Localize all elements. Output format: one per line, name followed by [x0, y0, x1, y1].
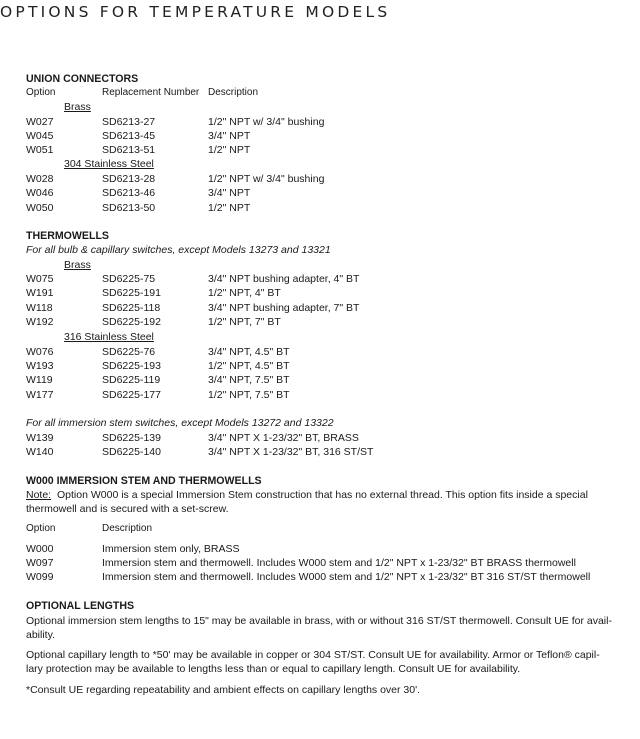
replacement-number: SD6225-119 [102, 374, 161, 386]
replacement-number: SD6213-50 [102, 202, 156, 214]
option-code: W191 [26, 287, 54, 299]
description: 1/2" NPT [208, 202, 251, 214]
description: 1/2" NPT, 7" BT [208, 316, 281, 328]
union-steel-label: 304 Stainless Steel [64, 158, 154, 170]
union-connectors-heading: UNION CONNECTORS [26, 73, 139, 85]
replacement-number: SD6213-45 [102, 130, 156, 142]
description: 1/2" NPT w/ 3/4" bushing [208, 173, 325, 185]
description: 3/4" NPT [208, 130, 251, 142]
col-option: Option [26, 523, 56, 534]
description: Immersion stem only, BRASS [102, 543, 240, 555]
paragraph-text: lary protection may be available to lengths less than or equal to capillary length. Consult UE for availability. [26, 663, 521, 675]
paragraph-text: Optional immersion stem lengths to 15" may be available in brass, with or without 316 ST/ST thermowell. Consult UE for avail- [26, 615, 612, 627]
option-code: W118 [26, 302, 53, 314]
replacement-number: SD6225-118 [102, 302, 161, 314]
replacement-number: SD6225-193 [102, 360, 161, 372]
description: 1/2" NPT, 4.5" BT [208, 360, 290, 372]
option-code: W177 [26, 389, 54, 401]
thermowells-immersion-note: For all immersion stem switches, except Models 13272 and 13322 [26, 417, 334, 429]
description: 1/2" NPT, 7.5" BT [208, 389, 290, 401]
option-code: W193 [26, 360, 54, 372]
description: 3/4" NPT X 1-23/32" BT, 316 ST/ST [208, 446, 374, 458]
col-replacement: Replacement Number [102, 87, 200, 98]
thermowells-heading: THERMOWELLS [26, 230, 109, 242]
replacement-number: SD6225-139 [102, 432, 161, 444]
thermowells-bulb-note: For all bulb & capillary switches, except Models 13273 and 13321 [26, 244, 331, 256]
replacement-number: SD6225-75 [102, 273, 156, 285]
w000-heading: W000 IMMERSION STEM AND THERMOWELLS [26, 475, 262, 487]
paragraph-text: Optional capillary length to *50' may be available in copper or 304 ST/ST. Consult UE for availability. Armor or Teflon® capil- [26, 649, 600, 661]
paragraph-text: *Consult UE regarding repeatability and ambient effects on capillary lengths over 30'. [26, 684, 421, 696]
option-code: W045 [26, 130, 54, 142]
col-description: Description [208, 87, 259, 98]
option-code: W076 [26, 346, 54, 358]
replacement-number: SD6213-28 [102, 173, 156, 185]
replacement-number: SD6225-177 [102, 389, 161, 401]
replacement-number: SD6213-27 [102, 116, 156, 128]
description: Immersion stem and thermowell. Includes W000 stem and 1/2" NPT x 1-23/32" BT BRASS thermowell [102, 557, 576, 569]
option-code: W050 [26, 202, 54, 214]
thermowells-brass-label: Brass [64, 259, 91, 271]
union-brass-label: Brass [64, 101, 91, 113]
note-text: Option W000 is a special Immersion Stem construction that has no external thread. This option fits inside a special [57, 489, 588, 501]
option-code: W027 [26, 116, 54, 128]
option-code: W139 [26, 432, 54, 444]
description: 3/4" NPT bushing adapter, 4" BT [208, 273, 360, 285]
option-code: W097 [26, 557, 54, 569]
thermowells-steel-label: 316 Stainless Steel [64, 331, 154, 343]
description: Immersion stem and thermowell. Includes W000 stem and 1/2" NPT x 1-23/32" BT 316 ST/ST thermowell [102, 571, 591, 583]
note-text: thermowell and is secured with a set-screw. [26, 503, 229, 515]
optional-lengths-heading: OPTIONAL LENGTHS [26, 600, 135, 612]
replacement-number: SD6225-192 [102, 316, 161, 328]
option-code: W192 [26, 316, 54, 328]
description: 3/4" NPT [208, 187, 251, 199]
page-title: OPTIONS FOR TEMPERATURE MODELS [0, 3, 391, 21]
option-code: W028 [26, 173, 54, 185]
note-label: Note: [26, 489, 52, 501]
option-code: W000 [26, 543, 54, 555]
description: 3/4" NPT X 1-23/32" BT, BRASS [208, 432, 359, 444]
option-code: W119 [26, 374, 53, 386]
description: 3/4" NPT bushing adapter, 7" BT [208, 302, 360, 314]
replacement-number: SD6225-140 [102, 446, 161, 458]
option-code: W051 [26, 144, 54, 156]
option-code: W099 [26, 571, 54, 583]
description: 1/2" NPT [208, 144, 251, 156]
description: 1/2" NPT w/ 3/4" bushing [208, 116, 325, 128]
col-description: Description [102, 523, 153, 534]
replacement-number: SD6213-46 [102, 187, 156, 199]
description: 1/2" NPT, 4" BT [208, 287, 281, 299]
description: 3/4" NPT, 7.5" BT [208, 374, 290, 386]
col-option: Option [26, 87, 56, 98]
replacement-number: SD6213-51 [102, 144, 156, 156]
option-code: W140 [26, 446, 54, 458]
option-code: W046 [26, 187, 54, 199]
option-code: W075 [26, 273, 54, 285]
paragraph-text: ability. [26, 629, 55, 641]
replacement-number: SD6225-76 [102, 346, 156, 358]
replacement-number: SD6225-191 [102, 287, 161, 299]
description: 3/4" NPT, 4.5" BT [208, 346, 290, 358]
